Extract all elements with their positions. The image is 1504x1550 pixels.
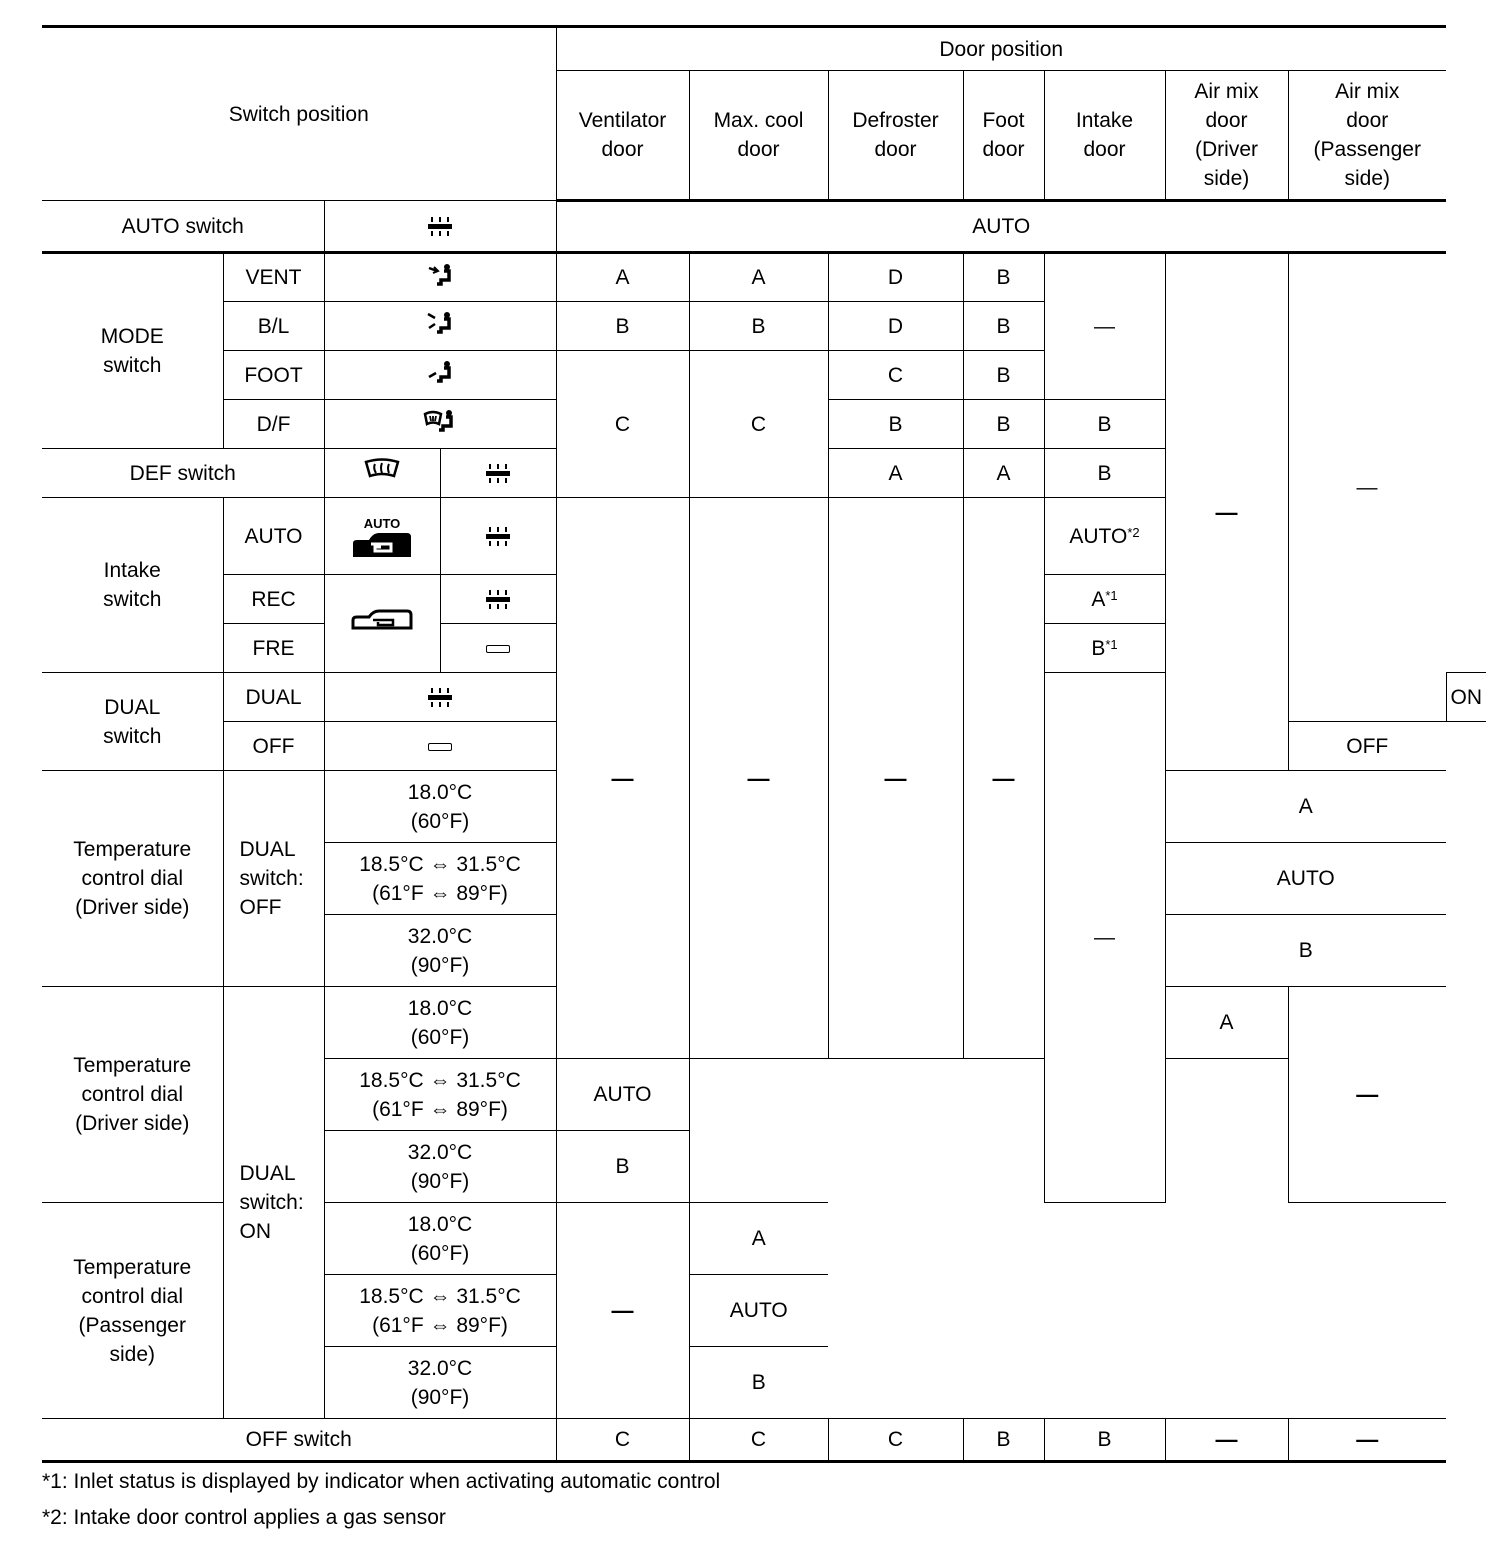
temp-cell: 18.5°C ⇔ 31.5°C (61°F ⇔ 89°F) (324, 843, 556, 915)
door-position-header: Door position (556, 27, 1446, 71)
dual-off-label: OFF (223, 722, 324, 771)
temp-cell: 18.0°C (60°F) (324, 987, 556, 1059)
mode-df-label: D/F (223, 400, 324, 449)
def-indicator (440, 449, 556, 498)
defsw-foot-door: A (963, 449, 1044, 498)
intake-rec-indicator (440, 575, 556, 624)
airmix-pass-upper-dash: — (1288, 253, 1446, 722)
off-airmix-pass: — (1288, 1419, 1446, 1462)
recirculation-icon (324, 575, 440, 673)
temp-cell: 18.0°C (60°F) (324, 1203, 556, 1275)
airmix-pass-value: B (689, 1347, 828, 1419)
intake-auto-icon-text: AUTO (363, 515, 401, 531)
intake-rec-label: REC (223, 575, 324, 624)
foot-foot-door: B (963, 351, 1044, 400)
airmix-value: AUTO (1165, 843, 1446, 915)
airmix-value: A (1165, 771, 1446, 843)
dual-on-indicator (324, 673, 556, 722)
off-vent-door: C (556, 1419, 689, 1462)
col-airmix-passenger: Air mix door (Passenger side) (1288, 71, 1446, 201)
temp-driver-off-label: Temperature control dial (Driver side) (42, 771, 223, 987)
intake-fre-label: FRE (223, 624, 324, 673)
airmix-driver-value: B (556, 1131, 689, 1203)
dual-off-sublabel: DUAL switch: OFF (223, 771, 324, 987)
mode-vent-c: C (556, 351, 689, 498)
airmix-driver-value: A (1165, 987, 1288, 1059)
mode-maxcool-c: C (689, 351, 828, 498)
dual-on-sublabel: DUAL switch: ON (223, 987, 324, 1419)
temp-cell: 18.5°C ⇔ 31.5°C (61°F ⇔ 89°F) (324, 1059, 556, 1131)
auto-switch-indicator (324, 201, 556, 253)
off-airmix-driver: — (1165, 1419, 1288, 1462)
footnote-ref: *1 (1105, 636, 1118, 652)
defroster-icon (324, 449, 440, 498)
mode-bl-label: B/L (223, 302, 324, 351)
off-switch-label: OFF switch (42, 1419, 556, 1462)
def-door-big-dash: — (828, 498, 963, 1059)
vent-maxcool-door: A (689, 253, 828, 302)
intake-auto-label: AUTO (223, 498, 324, 575)
foot-mode-icon (324, 351, 556, 400)
vent-mode-icon (324, 253, 556, 302)
temp-driver-on-label: Temperature control dial (Driver side) (42, 987, 223, 1203)
dual-on-value: ON (1446, 673, 1486, 722)
mode-switch-label: MODE switch (42, 253, 223, 449)
auto-switch-label: AUTO switch (42, 201, 324, 253)
off-intake-door: B (1044, 1419, 1165, 1462)
intake-rec-value (1044, 575, 1165, 624)
temp-cell: 32.0°C (90°F) (324, 915, 556, 987)
dual-off-indicator (324, 722, 556, 771)
vent-foot-door: B (963, 253, 1044, 302)
maxcool-door-big-dash: — (689, 498, 828, 1059)
bl-foot-door: B (963, 302, 1044, 351)
off-def-door: C (828, 1419, 963, 1462)
bilevel-mode-icon (324, 302, 556, 351)
col-intake-door: Intake door (1044, 71, 1165, 201)
indicator-on-icon (480, 464, 516, 484)
indicator-off-icon (486, 645, 510, 653)
intake-lower-dash: — (1044, 673, 1165, 1203)
foot-def-door: C (828, 351, 963, 400)
footnote-ref: *1 (1105, 587, 1118, 603)
df-def-door: B (828, 400, 963, 449)
intake-fre-value (1044, 624, 1165, 673)
foot-door-big-dash: — (963, 498, 1044, 1059)
airmix-driver-upper-dash: — (1165, 253, 1288, 771)
df-foot-door: B (963, 400, 1044, 449)
vent-door-big-dash: — (556, 498, 689, 1059)
airmix-driver-value: AUTO (556, 1059, 689, 1131)
airmix-pass-value: AUTO (689, 1275, 828, 1347)
temp-passenger-label: Temperature control dial (Passenger side) (42, 1203, 223, 1419)
col-defroster-door: Defroster door (828, 71, 963, 201)
intake-auto-value-text: AUTO (1069, 524, 1128, 548)
defsw-def-door: A (828, 449, 963, 498)
footnotes (42, 1464, 720, 1536)
dual-off-value: OFF (1288, 722, 1446, 771)
col-foot-door: Foot door (963, 71, 1044, 201)
auto-value: AUTO (556, 201, 1446, 253)
vent-vent-door: A (556, 253, 689, 302)
intake-fre-value-text: B (1091, 636, 1106, 660)
off-foot-door: B (963, 1419, 1044, 1462)
vent-def-door: D (828, 253, 963, 302)
defsw-intake-door: B (1044, 449, 1165, 498)
col-max-cool-door: Max. cool door (689, 71, 828, 201)
intake-rec-value-text: A (1091, 587, 1106, 611)
def-foot-mode-icon (324, 400, 556, 449)
intake-switch-label: Intake switch (42, 498, 223, 673)
temp-cell: 18.5°C ⇔ 31.5°C (61°F ⇔ 89°F) (324, 1275, 556, 1347)
def-switch-label: DEF switch (42, 449, 324, 498)
switch-position-header: Switch position (42, 27, 556, 201)
indicator-on-icon (422, 688, 458, 708)
temp-cell: 18.0°C (60°F) (324, 771, 556, 843)
intake-auto-indicator (440, 498, 556, 575)
intake-auto-value (1044, 498, 1165, 575)
dual-switch-label: DUAL switch (42, 673, 223, 771)
dual-on-label: DUAL (223, 673, 324, 722)
mode-foot-label: FOOT (223, 351, 324, 400)
airmix-pass-value: A (689, 1203, 828, 1275)
indicator-on-icon (480, 527, 516, 547)
df-intake-door: B (1044, 400, 1165, 449)
indicator-off-icon (428, 743, 452, 751)
intake-fre-indicator (440, 624, 556, 673)
footnote-2: *2: Intake door control applies a gas sensor (42, 1506, 446, 1529)
door-position-table (42, 25, 1486, 1463)
mode-intake-dash: — (1044, 253, 1165, 400)
mode-vent-label: VENT (223, 253, 324, 302)
airmix-value: B (1165, 915, 1446, 987)
footnote-1: *1: Inlet status is displayed by indicator when activating automatic control (42, 1470, 721, 1493)
bl-def-door: D (828, 302, 963, 351)
bl-maxcool-door: B (689, 302, 828, 351)
temp-cell: 32.0°C (90°F) (324, 1347, 556, 1419)
col-ventilator-door: Ventilator door (556, 71, 689, 201)
airmix-driver-dash: — (556, 1203, 689, 1419)
bl-vent-door: B (556, 302, 689, 351)
indicator-on-icon (480, 590, 516, 610)
intake-auto-icon (324, 498, 440, 575)
off-maxcool-door: C (689, 1419, 828, 1462)
temp-cell: 32.0°C (90°F) (324, 1131, 556, 1203)
footnote-ref: *2 (1127, 524, 1140, 540)
indicator-on-icon (422, 217, 458, 237)
col-airmix-driver: Air mix door (Driver side) (1165, 71, 1288, 201)
airmix-pass-dash: — (1288, 987, 1446, 1203)
